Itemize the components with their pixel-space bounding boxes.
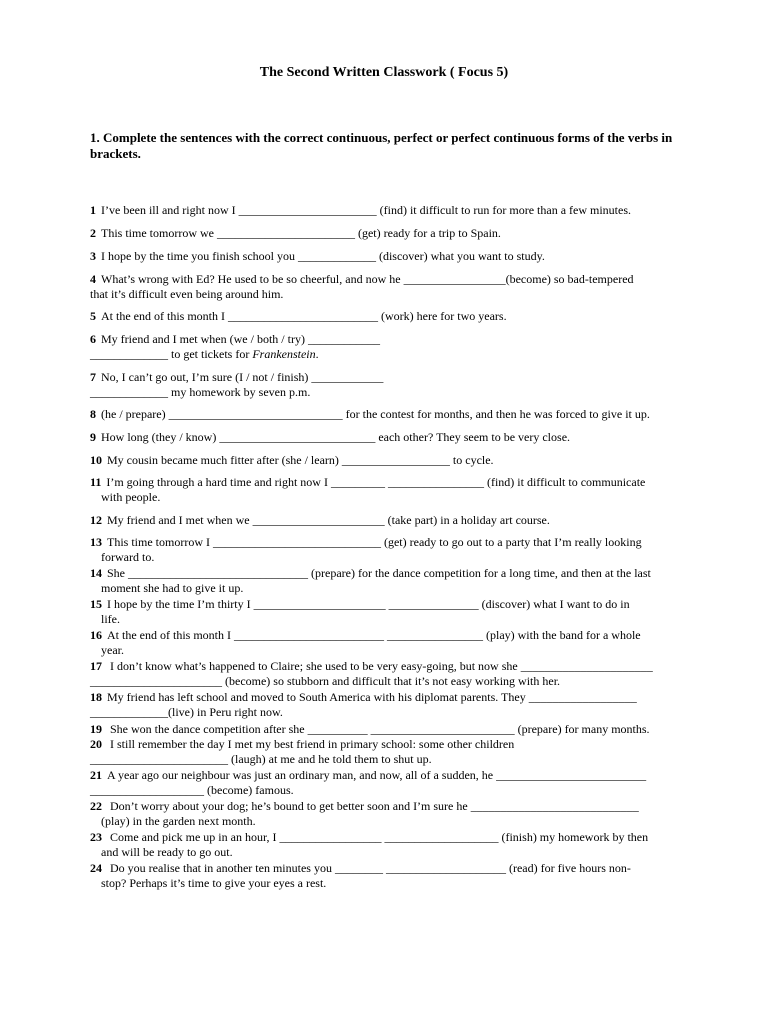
exercise-item	[90, 799, 680, 829]
exercise-line	[90, 430, 680, 445]
exercise-line	[90, 799, 680, 814]
exercise-number: 24	[90, 861, 102, 875]
exercise-item	[90, 861, 680, 891]
exercise-number: 10	[90, 453, 102, 467]
exercise-item	[90, 690, 680, 720]
exercise-item	[90, 309, 680, 324]
exercise-line	[90, 628, 680, 643]
exercise-line	[90, 272, 680, 287]
exercise-item	[90, 370, 680, 400]
exercise-item	[90, 332, 680, 362]
exercise-text: (he / prepare) _____________________________ for the contest for months, and then he was forced to give it up.	[101, 407, 650, 421]
exercise-continuation: _______________________ (laugh) at me and he told them to shut up.	[90, 752, 432, 766]
exercise-number: 5	[90, 309, 96, 323]
exercise-text: I’m going through a hard time and right now I _________ ________________ (find) it difficult to communicate	[106, 475, 646, 489]
exercise-number: 8	[90, 407, 96, 421]
task-instruction: 1. Complete the sentences with the correct continuous, perfect or perfect continuous forms of the verbs in brackets.	[90, 130, 673, 161]
exercise-number: 11	[90, 475, 102, 489]
exercise-line	[90, 861, 680, 876]
exercise-text: Come and pick me up in an hour, I _________________ ___________________ (finish) my homework by then	[107, 830, 649, 844]
exercise-item	[90, 737, 680, 767]
exercise-number: 14	[90, 566, 102, 580]
exercise-number: 17	[90, 659, 102, 673]
exercise-line	[90, 309, 680, 324]
exercise-number: 6	[90, 332, 96, 346]
exercise-line	[90, 690, 680, 705]
exercise-text: My friend and I met when (we / both / try) ____________	[101, 332, 380, 346]
exercise-number: 3	[90, 249, 96, 263]
exercise-number: 20	[90, 737, 102, 751]
exercise-line	[90, 566, 680, 581]
exercise-line	[90, 370, 680, 385]
exercise-text: At the end of this month I _________________________ ________________ (play) with the band for a whole	[107, 628, 641, 642]
exercise-item	[90, 272, 680, 302]
exercise-line	[90, 659, 680, 674]
exercise-item	[90, 407, 680, 422]
exercise-continuation: and will be ready to go out.	[101, 845, 233, 859]
exercise-text: This time tomorrow we _______________________ (get) ready for a trip to Spain.	[101, 226, 501, 240]
exercise-continuation: _____________ to get tickets for Frankenstein.	[90, 347, 319, 361]
exercise-text: Do you realise that in another ten minutes you ________ ____________________ (read) for five hours non-	[107, 861, 631, 875]
exercise-item	[90, 475, 680, 505]
exercise-continuation: stop? Perhaps it’s time to give your eyes a rest.	[101, 876, 327, 890]
exercise-text: I hope by the time I’m thirty I ______________________ _______________ (discover) what I want to do in	[107, 597, 630, 611]
exercise-text: No, I can’t go out, I’m sure (I / not / finish) ____________	[101, 370, 384, 384]
exercise-text: How long (they / know) __________________________ each other? They seem to be very close.	[101, 430, 571, 444]
exercise-text: My friend has left school and moved to South America with his diplomat parents. They __________________	[107, 690, 637, 704]
exercise-line	[90, 203, 680, 218]
exercise-item	[90, 535, 680, 565]
exercise-number: 13	[90, 535, 102, 549]
exercise-continuation: (play) in the garden next month.	[101, 814, 256, 828]
exercise-item	[90, 513, 680, 528]
exercise-line	[90, 830, 680, 845]
exercise-item	[90, 830, 680, 860]
exercise-number: 22	[90, 799, 102, 813]
exercise-text: A year ago our neighbour was just an ordinary man, and now, all of a sudden, he _________________________	[107, 768, 647, 782]
exercise-text: Don’t worry about your dog; he’s bound to get better soon and I’m sure he ____________________________	[107, 799, 639, 813]
exercise-line	[90, 332, 680, 347]
exercise-number: 18	[90, 690, 102, 704]
exercise-item	[90, 249, 680, 264]
exercise-line	[90, 722, 680, 737]
exercise-text: She won the dance competition after she __________ ________________________ (prepare) for many months.	[107, 722, 650, 736]
exercise-text: She ______________________________ (prepare) for the dance competition for a long time, and then at the last	[107, 566, 651, 580]
exercise-item	[90, 566, 680, 596]
page-title: The Second Written Classwork ( Focus 5)	[259, 65, 509, 80]
exercise-continuation: _____________(live) in Peru right now.	[90, 705, 283, 719]
exercise-line	[90, 226, 680, 241]
title-italic: Frankenstein	[252, 347, 316, 361]
exercise-line	[90, 737, 680, 752]
exercise-continuation: _____________ my homework by seven p.m.	[90, 385, 311, 399]
exercise-line	[90, 768, 680, 783]
exercise-continuation: with people.	[101, 490, 161, 504]
exercise-item	[90, 203, 680, 218]
exercise-line	[90, 249, 680, 264]
exercise-item	[90, 768, 680, 798]
exercise-text: My cousin became much fitter after (she / learn) __________________ to cycle.	[107, 453, 494, 467]
exercise-item	[90, 722, 680, 737]
exercise-item	[90, 430, 680, 445]
exercise-number: 4	[90, 272, 96, 286]
exercise-text: At the end of this month I _________________________ (work) here for two years.	[101, 309, 507, 323]
exercise-text: What’s wrong with Ed? He used to be so cheerful, and now he _________________(become) so bad-tempered	[101, 272, 634, 286]
exercise-line	[90, 475, 680, 490]
exercise-item	[90, 659, 680, 689]
exercise-item	[90, 226, 680, 241]
exercise-item	[90, 453, 680, 468]
exercise-number: 2	[90, 226, 96, 240]
exercise-number: 7	[90, 370, 96, 384]
exercise-text: I hope by the time you finish school you _____________ (discover) what you want to study.	[101, 249, 545, 263]
exercise-continuation: ___________________ (become) famous.	[90, 783, 294, 797]
exercise-continuation: forward to.	[101, 550, 155, 564]
exercise-line	[90, 407, 680, 422]
exercise-number: 23	[90, 830, 102, 844]
exercise-line	[90, 597, 680, 612]
exercise-text: I still remember the day I met my best friend in primary school: some other children	[107, 737, 515, 751]
exercise-continuation: moment she had to give it up.	[101, 581, 244, 595]
exercise-continuation: year.	[101, 643, 124, 657]
exercise-item	[90, 597, 680, 627]
exercise-number: 1	[90, 203, 96, 217]
exercise-continuation: ______________________ (become) so stubborn and difficult that it’s not easy working with her.	[90, 674, 561, 688]
exercise-number: 21	[90, 768, 102, 782]
exercise-continuation: that it’s difficult even being around him.	[90, 287, 284, 301]
exercise-item	[90, 628, 680, 658]
exercise-text: I don’t know what’s happened to Claire; she used to be very easy-going, but now she ______________________	[107, 659, 653, 673]
exercise-line	[90, 535, 680, 550]
exercise-number: 15	[90, 597, 102, 611]
exercise-number: 16	[90, 628, 102, 642]
exercise-line	[90, 453, 680, 468]
exercise-text: I’ve been ill and right now I _______________________ (find) it difficult to run for more than a few minutes.	[101, 203, 632, 217]
exercise-number: 9	[90, 430, 96, 444]
exercise-text: My friend and I met when we ______________________ (take part) in a holiday art course.	[107, 513, 550, 527]
exercise-number: 12	[90, 513, 102, 527]
exercise-text: This time tomorrow I ____________________________ (get) ready to go out to a party that I’m really looking	[107, 535, 642, 549]
exercise-line	[90, 513, 680, 528]
exercise-continuation: life.	[101, 612, 120, 626]
exercise-number: 19	[90, 722, 102, 736]
